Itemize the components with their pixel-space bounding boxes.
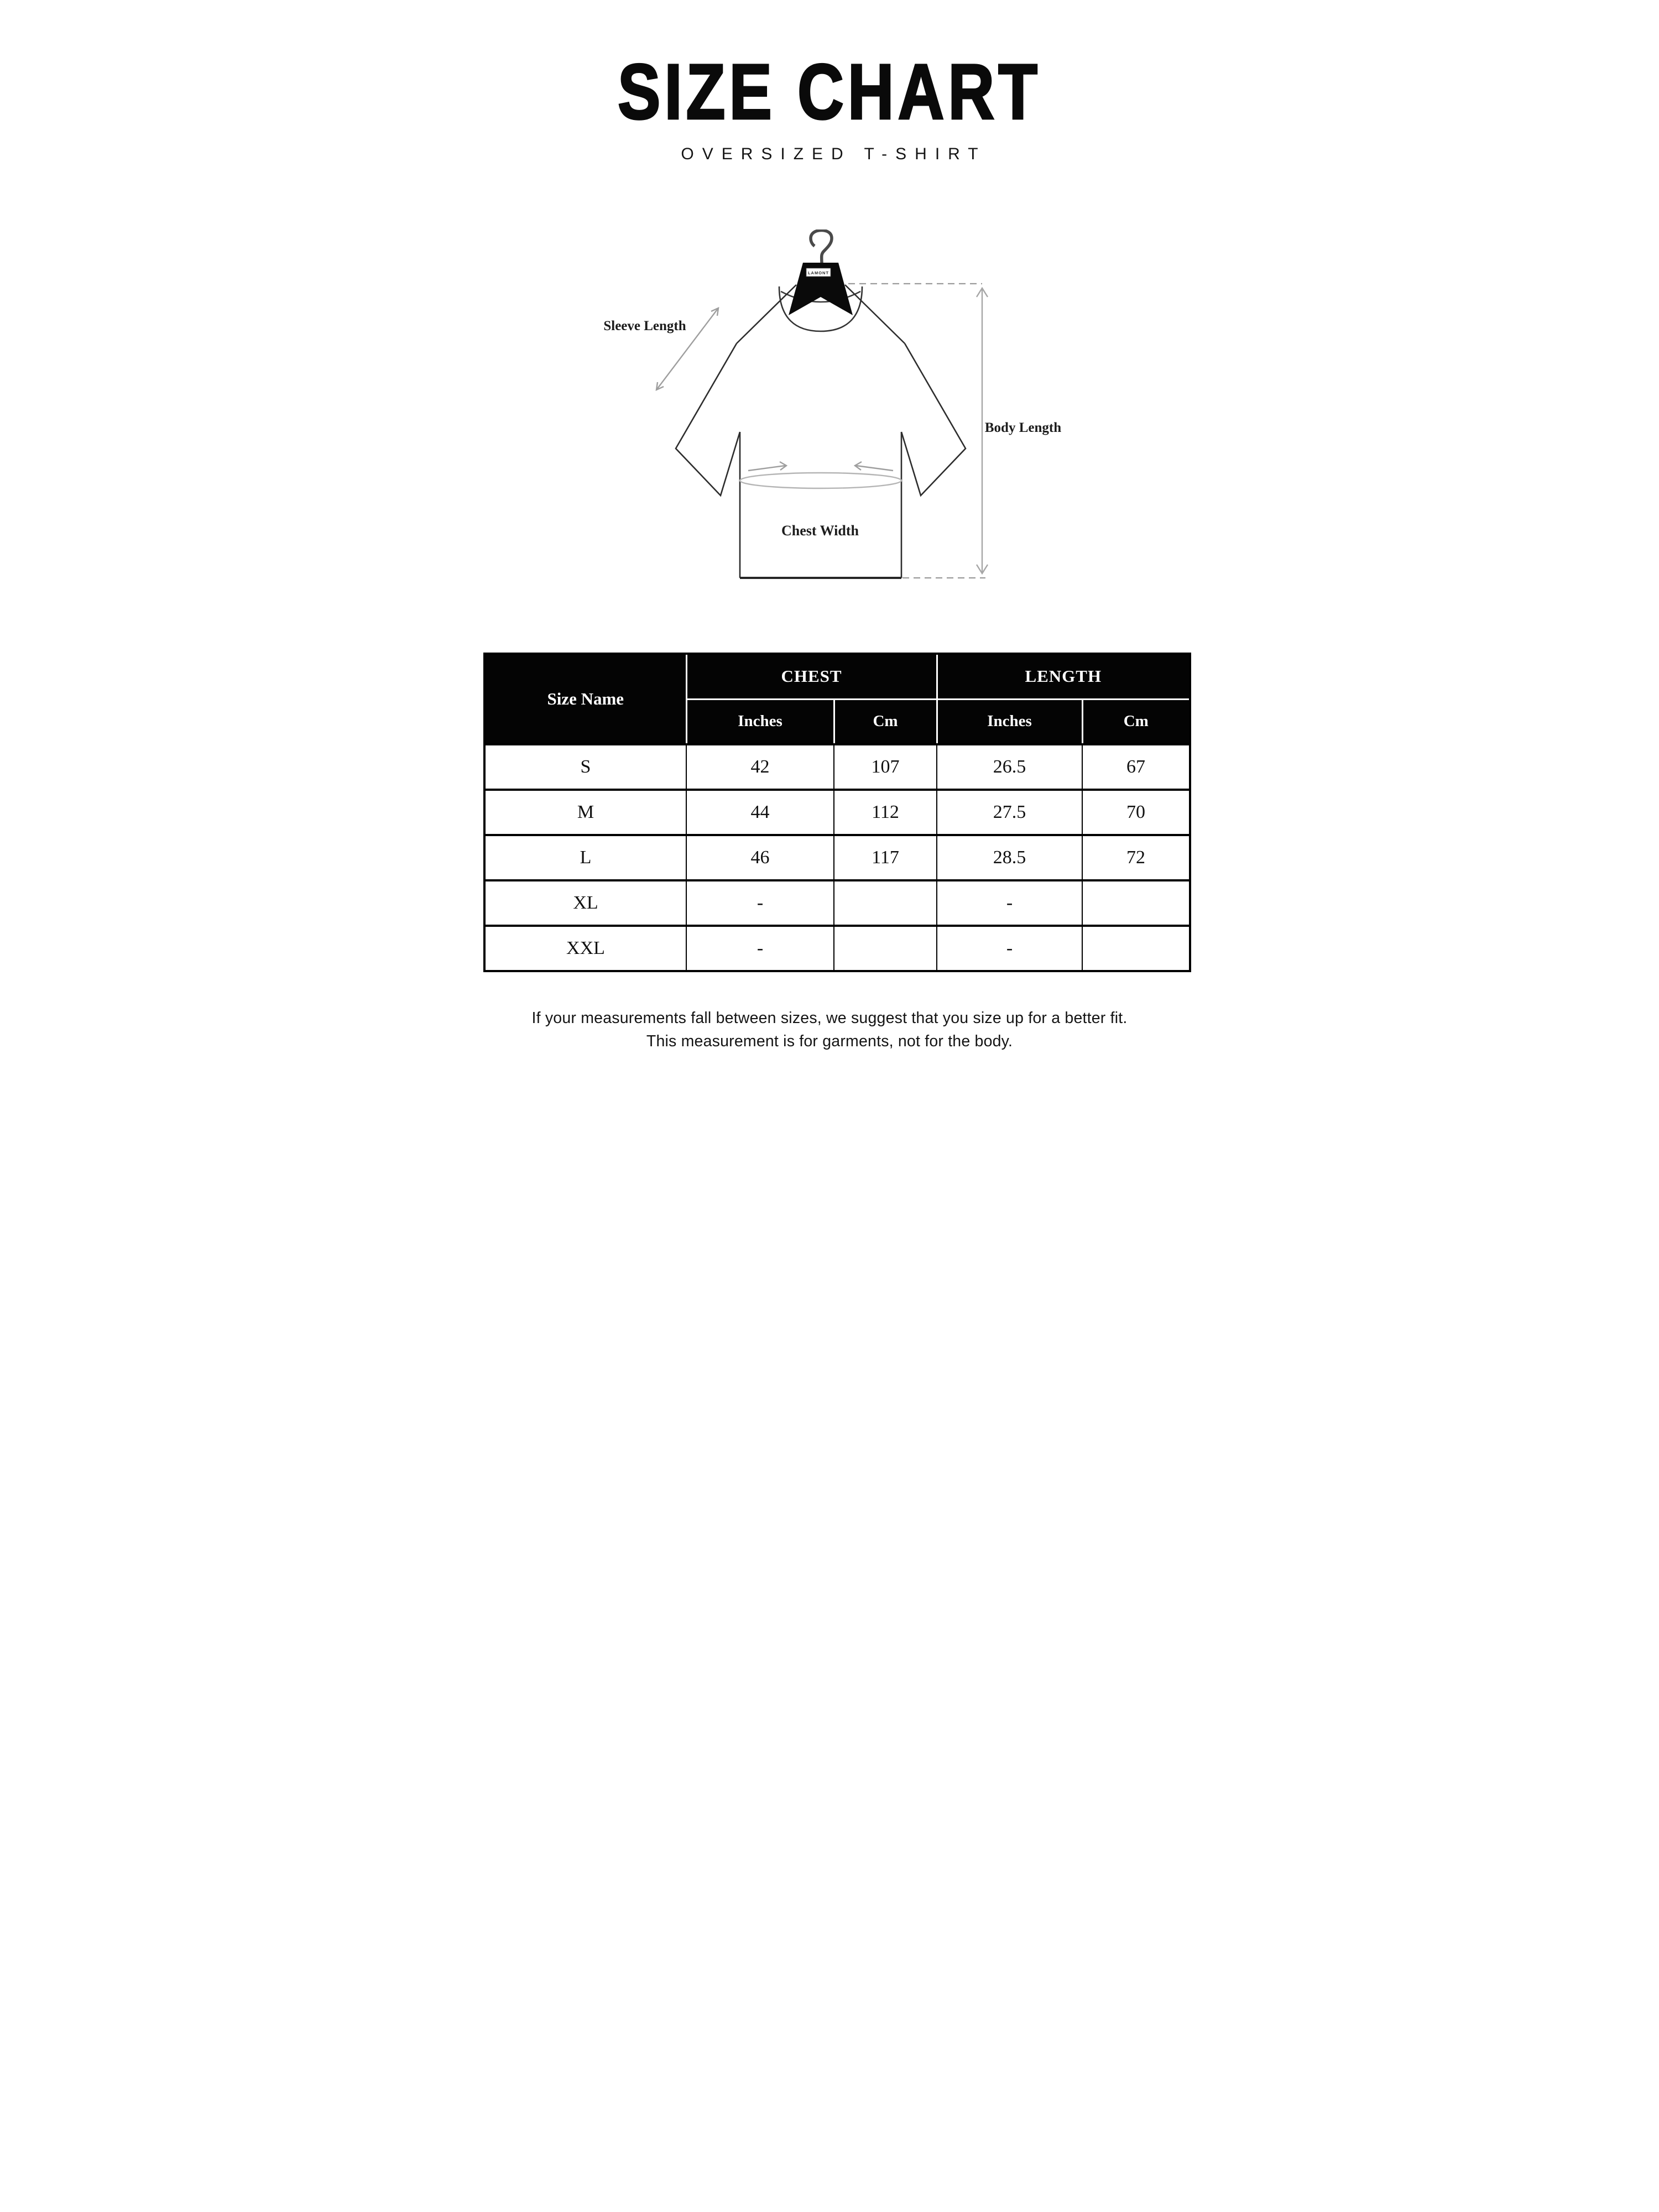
fit-note-line2: This measurement is for garments, not for the body. xyxy=(646,1032,1013,1050)
length-inches-cell: - xyxy=(937,926,1082,971)
table-row xyxy=(484,744,1190,790)
table-header-row-groups xyxy=(484,654,1190,699)
length-inches-cell: 26.5 xyxy=(937,744,1082,790)
fit-note-line1: If your measurements fall between sizes, we suggest that you size up for a better fit. xyxy=(531,1009,1128,1027)
chest-width-label: Chest Width xyxy=(781,523,859,539)
chest-width-ellipse xyxy=(740,462,901,488)
header-length-inches: Inches xyxy=(937,699,1082,744)
length-inches-cell: 28.5 xyxy=(937,835,1082,880)
header-size-name: Size Name xyxy=(484,654,686,744)
size-cell: XL xyxy=(484,880,686,926)
chest-cm-cell: 107 xyxy=(834,744,937,790)
length-cm-cell xyxy=(1082,880,1190,926)
header-length: LENGTH xyxy=(937,654,1190,699)
size-cell: XXL xyxy=(484,926,686,971)
size-cell: L xyxy=(484,835,686,880)
length-cm-cell: 67 xyxy=(1082,744,1190,790)
header-chest: CHEST xyxy=(686,654,937,699)
table-row xyxy=(484,926,1190,971)
page-subtitle: OVERSIZED T-SHIRT xyxy=(681,145,987,163)
table-row xyxy=(484,790,1190,835)
chest-inches-cell: - xyxy=(686,926,834,971)
length-inches-cell: - xyxy=(937,880,1082,926)
size-chart-page xyxy=(415,0,1244,1106)
size-table xyxy=(483,653,1191,972)
hanger-hook-icon xyxy=(811,231,832,264)
page-title: SIZE CHART xyxy=(618,48,1041,136)
header-chest-inches: Inches xyxy=(686,699,834,744)
table-row xyxy=(484,835,1190,880)
length-cm-cell xyxy=(1082,926,1190,971)
chest-inches-cell: 44 xyxy=(686,790,834,835)
sleeve-length-label: Sleeve Length xyxy=(603,319,686,333)
chest-cm-cell xyxy=(834,880,937,926)
length-cm-cell: 72 xyxy=(1082,835,1190,880)
chest-cm-cell: 117 xyxy=(834,835,937,880)
size-cell: S xyxy=(484,744,686,790)
body-length-label: Body Length xyxy=(984,420,1062,435)
body-length-arrow xyxy=(848,284,988,578)
header-length-cm: Cm xyxy=(1082,699,1190,744)
fit-note xyxy=(415,1006,1244,1053)
header-chest-cm: Cm xyxy=(834,699,937,744)
chest-cm-cell: 112 xyxy=(834,790,937,835)
chest-cm-cell xyxy=(834,926,937,971)
size-cell: M xyxy=(484,790,686,835)
length-inches-cell: 27.5 xyxy=(937,790,1082,835)
chest-inches-cell: - xyxy=(686,880,834,926)
chest-inches-cell: 46 xyxy=(686,835,834,880)
tshirt-measurement-diagram xyxy=(586,229,1073,608)
length-cm-cell: 70 xyxy=(1082,790,1190,835)
hanger-label: LAMONT xyxy=(807,270,830,275)
chest-inches-cell: 42 xyxy=(686,744,834,790)
table-row xyxy=(484,880,1190,926)
